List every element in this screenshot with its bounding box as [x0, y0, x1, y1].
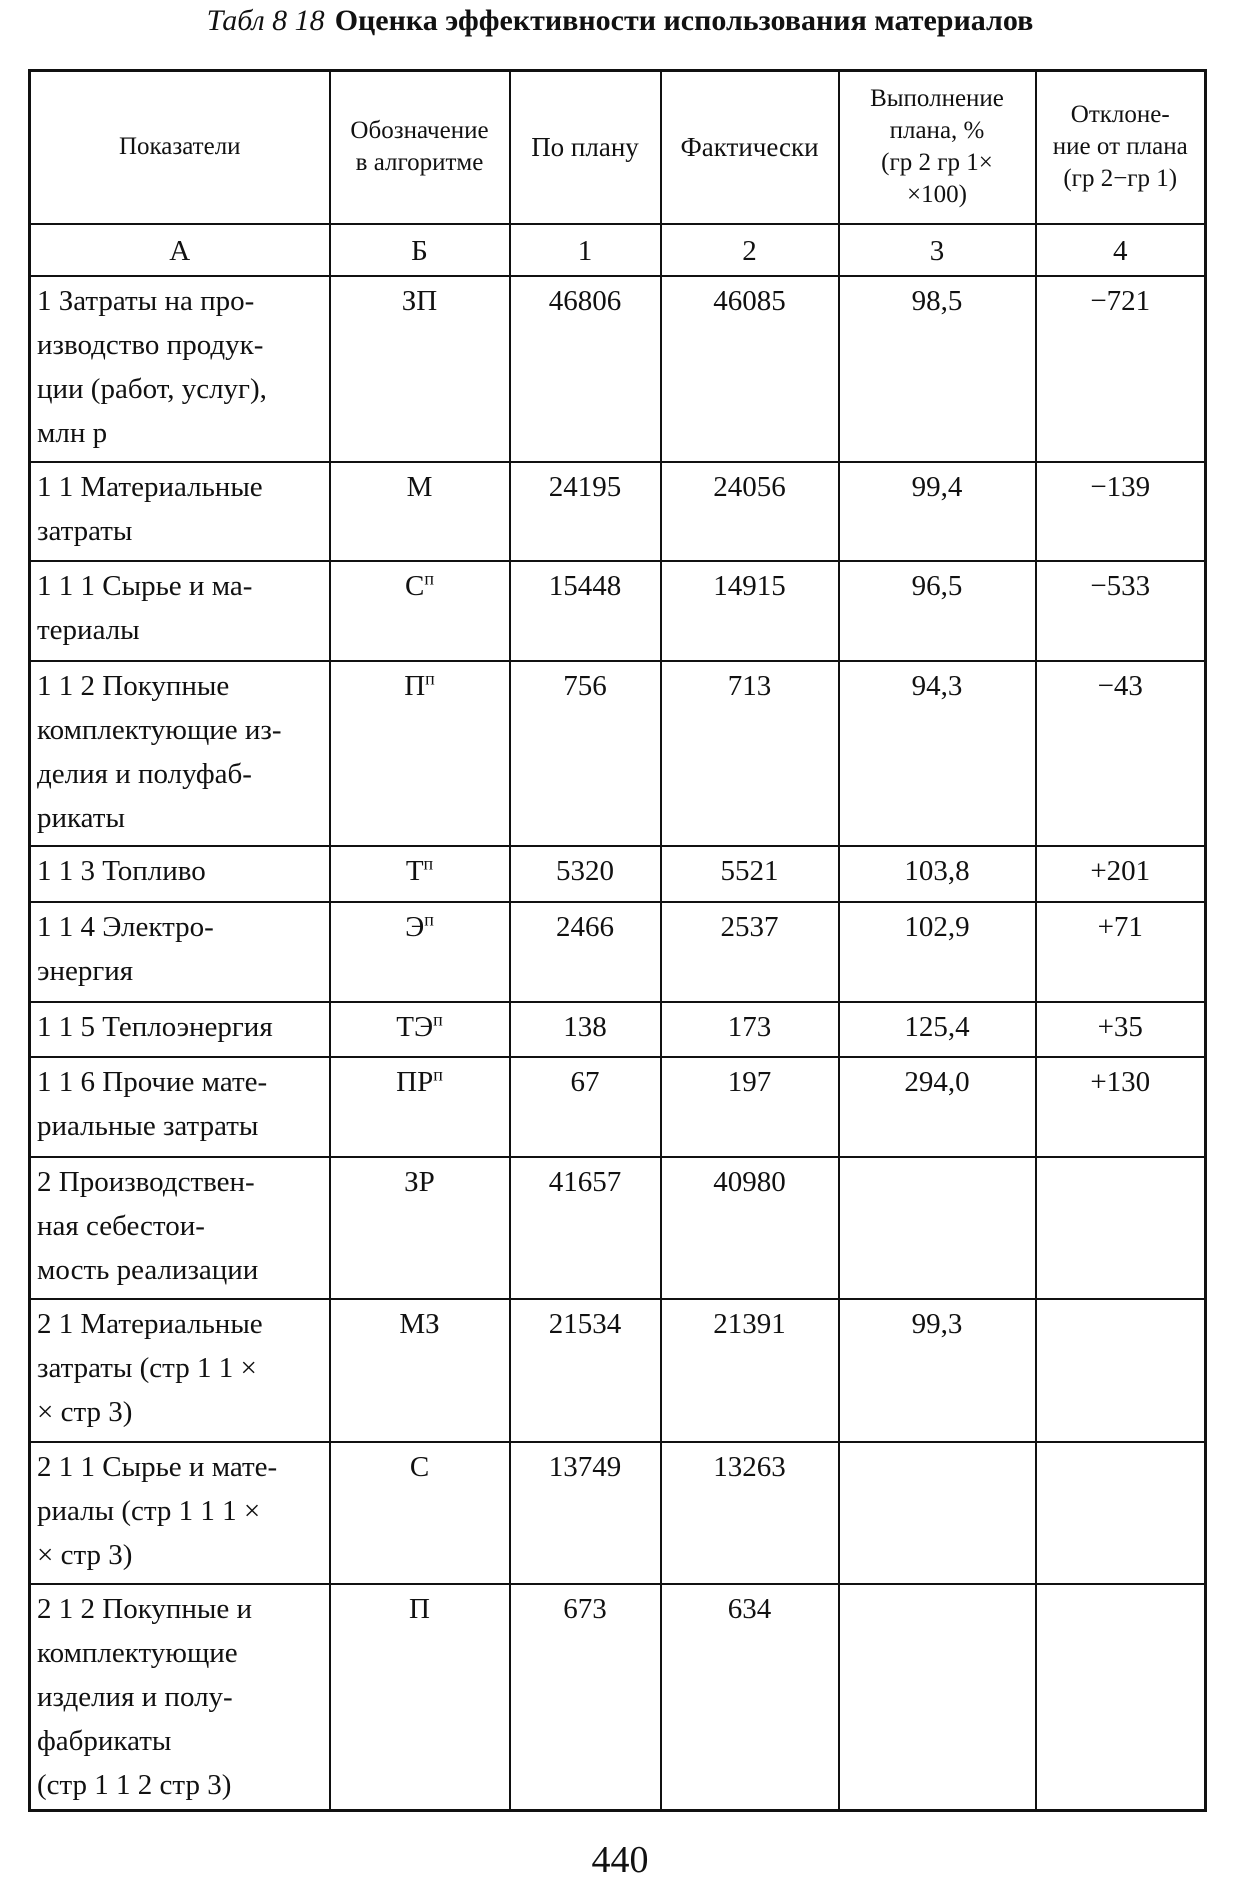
table-row: [30, 462, 1206, 561]
table-row: [30, 276, 1206, 462]
deviation-value: [1036, 846, 1206, 902]
code-cell-text: П: [404, 669, 426, 702]
code-cell: [330, 276, 510, 462]
plan-value: [510, 846, 661, 902]
completion-percent-text: 102,9: [904, 910, 970, 943]
code-cell-text: ПР: [396, 1065, 434, 1098]
completion-percent: [839, 1057, 1036, 1157]
indicator-cell-text: 2 1 Материальные затраты (стр 1 1 × × стр 3): [37, 1307, 263, 1428]
code-cell-text: МЗ: [399, 1307, 440, 1340]
actual-value-text: 713: [727, 669, 772, 702]
plan-value-text: 46806: [548, 284, 622, 317]
completion-percent-text: 98,5: [911, 284, 963, 317]
plan-value: [510, 1002, 661, 1057]
col-index: Б: [330, 224, 510, 276]
col-header-deviation: Отклоне- ние от плана (гр 2−гр 1): [1036, 71, 1206, 224]
actual-value-text: 634: [727, 1592, 772, 1625]
completion-percent-text: 125,4: [904, 1010, 970, 1043]
code-cell: [330, 561, 510, 661]
code-superscript: п: [423, 852, 434, 873]
code-cell-text: ЗР: [404, 1165, 435, 1198]
indicator-cell-text: 1 1 6 Прочие мате- риальные затраты: [37, 1065, 268, 1142]
plan-value-text: 24195: [548, 470, 622, 503]
completion-percent-text: 99,3: [911, 1307, 963, 1340]
actual-value: [661, 1157, 839, 1299]
code-cell: [330, 462, 510, 561]
deviation-value: [1036, 1584, 1206, 1811]
indicator-cell: [30, 276, 330, 462]
completion-percent: [839, 276, 1036, 462]
indicator-cell: [30, 561, 330, 661]
plan-value-text: 15448: [548, 569, 622, 602]
column-index-row: [30, 224, 1206, 276]
code-superscript: п: [424, 567, 434, 588]
table-row: [30, 1299, 1206, 1442]
actual-value: [661, 846, 839, 902]
deviation-value: [1036, 1299, 1206, 1442]
actual-value-text: 173: [727, 1010, 772, 1043]
code-cell-text: Э: [405, 910, 425, 943]
plan-value-text: 673: [563, 1592, 607, 1625]
table-caption: Оценка эффективности использования материалов: [334, 4, 1034, 37]
indicator-cell: [30, 1002, 330, 1057]
table-row: [30, 1002, 1206, 1057]
plan-value-text: 21534: [548, 1307, 622, 1340]
completion-percent: [839, 1442, 1036, 1584]
deviation-value: [1036, 1442, 1206, 1584]
code-cell: [330, 661, 510, 846]
indicator-cell-text: 1 Затраты на про- изводство продук- ции (работ, услуг), млн р: [37, 284, 267, 449]
table-row: [30, 1584, 1206, 1811]
actual-value-text: 13263: [713, 1450, 786, 1483]
deviation-value: [1036, 276, 1206, 462]
actual-value: [661, 1002, 839, 1057]
deviation-value: [1036, 661, 1206, 846]
code-superscript: п: [425, 667, 435, 688]
code-cell-text: М: [406, 470, 433, 503]
completion-percent-text: 96,5: [911, 569, 963, 602]
col-index: 4: [1036, 224, 1206, 276]
deviation-value-text: +35: [1097, 1010, 1143, 1043]
col-header-completion: Выполнение плана, % (гр 2 гр 1× ×100): [839, 71, 1036, 224]
header-row: [30, 71, 1206, 224]
col-index: А: [30, 224, 330, 276]
completion-percent: [839, 846, 1036, 902]
code-cell-text: ЗП: [401, 284, 438, 317]
deviation-value-text: −43: [1097, 669, 1143, 702]
code-cell-text: ТЭ: [396, 1010, 434, 1043]
actual-value-text: 14915: [713, 569, 786, 602]
actual-value: [661, 1584, 839, 1811]
table-row: [30, 1442, 1206, 1584]
plan-value: [510, 1584, 661, 1811]
actual-value-text: 46085: [713, 284, 786, 317]
indicator-cell: [30, 902, 330, 1002]
plan-value-text: 2466: [556, 910, 614, 943]
indicator-cell-text: 2 Производствен- ная себестои- мость реализации: [37, 1165, 259, 1286]
code-cell: [330, 1299, 510, 1442]
completion-percent: [839, 661, 1036, 846]
plan-value: [510, 902, 661, 1002]
table-number: Табл 8 18: [206, 4, 325, 37]
actual-value: [661, 462, 839, 561]
actual-value-text: 2537: [720, 910, 779, 943]
completion-percent-text: 103,8: [904, 854, 970, 887]
indicator-cell-text: 1 1 3 Топливо: [37, 854, 206, 887]
actual-value-text: 197: [727, 1065, 772, 1098]
deviation-value: [1036, 1057, 1206, 1157]
materials-efficiency-table: [28, 69, 1207, 1812]
code-cell: [330, 846, 510, 902]
page-number: 440: [591, 1839, 649, 1881]
actual-value: [661, 661, 839, 846]
completion-percent: [839, 1002, 1036, 1057]
col-index: 2: [661, 224, 839, 276]
actual-value-text: 40980: [713, 1165, 786, 1198]
plan-value: [510, 1442, 661, 1584]
completion-percent: [839, 902, 1036, 1002]
plan-value: [510, 661, 661, 846]
deviation-value: [1036, 902, 1206, 1002]
indicator-cell-text: 1 1 5 Теплоэнергия: [37, 1010, 273, 1043]
plan-value: [510, 561, 661, 661]
actual-value: [661, 276, 839, 462]
actual-value: [661, 1057, 839, 1157]
plan-value-text: 13749: [548, 1450, 622, 1483]
code-superscript: п: [433, 1063, 443, 1084]
actual-value-text: 24056: [713, 470, 786, 503]
indicator-cell: [30, 661, 330, 846]
table-row: [30, 561, 1206, 661]
deviation-value: [1036, 561, 1206, 661]
code-cell: [330, 1584, 510, 1811]
col-header-plan: По плану: [510, 71, 661, 224]
deviation-value-text: −721: [1090, 284, 1151, 317]
code-cell-text: С: [405, 569, 425, 602]
deviation-value-text: +130: [1090, 1065, 1151, 1098]
plan-value: [510, 1057, 661, 1157]
indicator-cell: [30, 1157, 330, 1299]
actual-value: [661, 1442, 839, 1584]
plan-value-text: 67: [570, 1065, 600, 1098]
deviation-value-text: −139: [1090, 470, 1151, 503]
plan-value: [510, 462, 661, 561]
deviation-value-text: −533: [1090, 569, 1151, 602]
code-cell: [330, 1442, 510, 1584]
indicator-cell: [30, 1299, 330, 1442]
table-row: [30, 846, 1206, 902]
actual-value-text: 5521: [720, 854, 779, 887]
deviation-value-text: +71: [1097, 910, 1143, 943]
plan-value: [510, 1299, 661, 1442]
actual-value: [661, 561, 839, 661]
table-row: [30, 1057, 1206, 1157]
completion-percent-text: 94,3: [911, 669, 963, 702]
plan-value-text: 138: [563, 1010, 607, 1043]
plan-value-text: 41657: [548, 1165, 622, 1198]
deviation-value: [1036, 1002, 1206, 1057]
plan-value-text: 5320: [556, 854, 614, 887]
code-cell-text: П: [409, 1592, 430, 1625]
indicator-cell: [30, 462, 330, 561]
completion-percent-text: 99,4: [911, 470, 963, 503]
deviation-value-text: +201: [1090, 854, 1151, 887]
completion-percent: [839, 561, 1036, 661]
table-row: [30, 661, 1206, 846]
col-header-code: Обозначение в алгоритме: [330, 71, 510, 224]
code-cell: [330, 1157, 510, 1299]
indicator-cell-text: 2 1 2 Покупные и комплектующие изделия и полу- фабрикаты (стр 1 1 2 стр 3): [37, 1592, 253, 1801]
code-cell-text: Т: [405, 854, 424, 887]
plan-value: [510, 276, 661, 462]
deviation-value: [1036, 462, 1206, 561]
completion-percent-text: 294,0: [904, 1065, 970, 1098]
col-index: 3: [839, 224, 1036, 276]
actual-value: [661, 902, 839, 1002]
code-superscript: п: [424, 908, 434, 929]
col-header-indicators: Показатели: [30, 71, 330, 224]
indicator-cell-text: 1 1 1 Сырье и ма- териалы: [37, 569, 253, 646]
indicator-cell: [30, 1584, 330, 1811]
completion-percent: [839, 462, 1036, 561]
code-superscript: п: [433, 1008, 443, 1029]
deviation-value: [1036, 1157, 1206, 1299]
table-row: [30, 902, 1206, 1002]
plan-value-text: 756: [563, 669, 607, 702]
code-cell: [330, 1002, 510, 1057]
code-cell: [330, 902, 510, 1002]
code-cell: [330, 1057, 510, 1157]
indicator-cell-text: 1 1 Материальные затраты: [37, 470, 263, 547]
actual-value: [661, 1299, 839, 1442]
col-index: 1: [510, 224, 661, 276]
table-title: [0, 4, 1240, 38]
table-row: [30, 1157, 1206, 1299]
indicator-cell-text: 2 1 1 Сырье и мате- риалы (стр 1 1 1 × × стр 3): [37, 1450, 278, 1571]
completion-percent: [839, 1584, 1036, 1811]
completion-percent: [839, 1157, 1036, 1299]
col-header-actual: Фактически: [661, 71, 839, 224]
indicator-cell: [30, 1057, 330, 1157]
indicator-cell: [30, 1442, 330, 1584]
indicator-cell-text: 1 1 4 Электро- энергия: [37, 910, 214, 987]
completion-percent: [839, 1299, 1036, 1442]
indicator-cell: [30, 846, 330, 902]
actual-value-text: 21391: [713, 1307, 786, 1340]
indicator-cell-text: 1 1 2 Покупные комплектующие из- делия и полуфаб- рикаты: [37, 669, 282, 834]
plan-value: [510, 1157, 661, 1299]
code-cell-text: С: [409, 1450, 430, 1483]
